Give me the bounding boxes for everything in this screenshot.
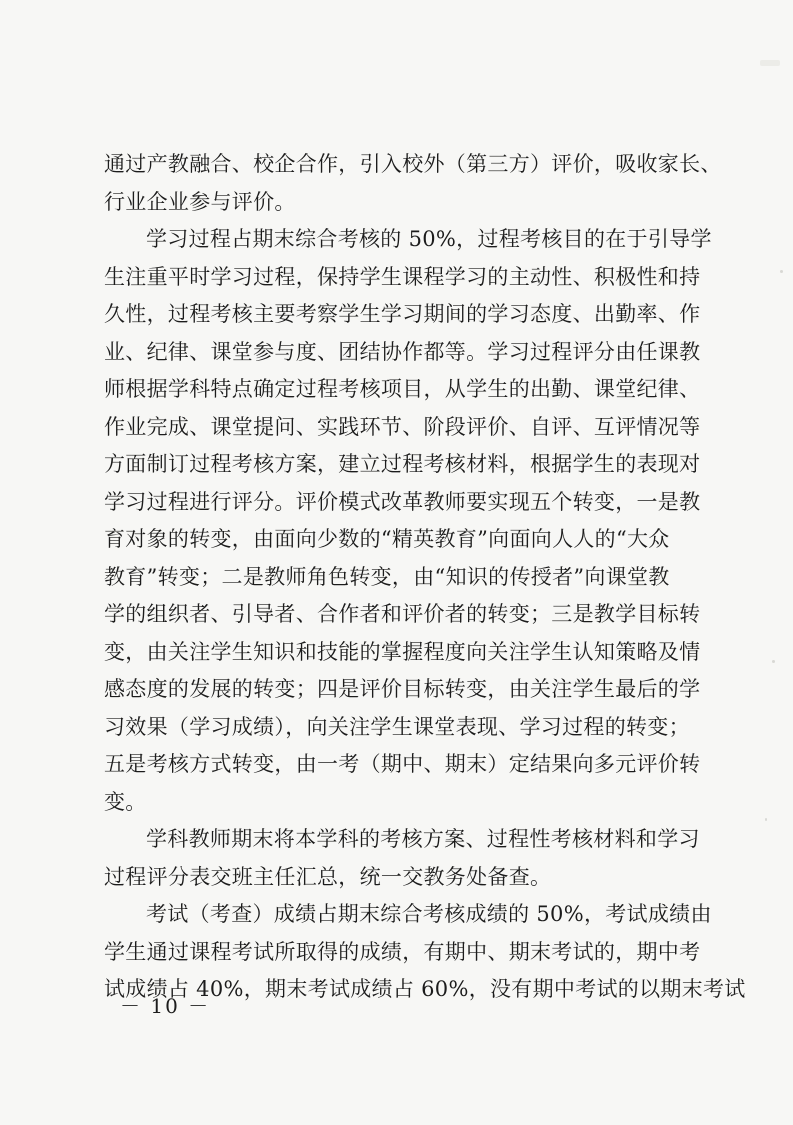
text-line: 业、纪律、课堂参与度、团结协作都等。学习过程评分由任课教 [104,339,701,364]
text-line: 通过产教融合、校企合作，引入校外（第三方）评价，吸收家长、 [104,152,722,176]
page-number: － 10 － [120,994,211,1018]
scan-speck [765,818,767,821]
body-text [104,146,746,1009]
text-line: 考试（考查）成绩占期末综合考核成绩的 50%，考试成绩由 [146,902,712,926]
scan-speck [780,270,783,273]
text-line: 感态度的发展的转变；四是评价目标转变，由关注学生最后的学 [104,677,701,701]
text-line: 学生通过课程考试所取得的成绩，有期中、期末考试的，期中考 [104,939,701,964]
text-line: 学的组织者、引导者、合作者和评价者的转变；三是教学目标转 [104,602,701,626]
text-line: 五是考核方式转变，由一考（期中、期末）定结果向多元评价转 [104,752,701,776]
text-line: 行业企业参与评价。 [104,189,296,214]
text-line: 久性，过程考核主要考察学生学习期间的学习态度、出勤率、作 [104,302,701,326]
text-line: 习效果（学习成绩），向关注学生课堂表现、学习过程的转变； [104,714,690,739]
text-line: 教育”转变；二是教师角色转变，由“知识的传授者”向课堂教 [104,564,670,589]
text-line: 育对象的转变，由面向少数的“精英教育”向面向人人的“大众 [104,527,670,551]
text-line: 作业完成、课堂提问、实践环节、阶段评价、自评、互评情况等 [104,414,701,439]
text-line: 试成绩占 40%，期末考试成绩占 60%，没有期中考试的以期末考试 [104,977,746,1001]
text-line: 学习过程占期末综合考核的 50%，过程考核目的在于引导学 [146,227,712,251]
text-line: 生注重平时学习过程，保持学生课程学习的主动性、积极性和持 [104,264,701,289]
text-line: 方面制订过程考核方案，建立过程考核材料，根据学生的表现对 [104,452,701,476]
text-line: 师根据学科特点确定过程考核项目，从学生的出勤、课堂纪律、 [104,377,701,401]
scan-speck [772,660,775,663]
text-line: 变，由关注学生知识和技能的掌握程度向关注学生认知策略及情 [104,639,701,664]
text-line: 学习过程进行评分。评价模式改革教师要实现五个转变，一是教 [104,489,701,514]
text-line: 过程评分表交班主任汇总，统一交教务处备查。 [104,864,552,889]
text-line: 变。 [104,789,147,814]
scan-smudge [760,60,780,66]
text-line: 学科教师期末将本学科的考核方案、过程性考核材料和学习 [146,827,700,851]
